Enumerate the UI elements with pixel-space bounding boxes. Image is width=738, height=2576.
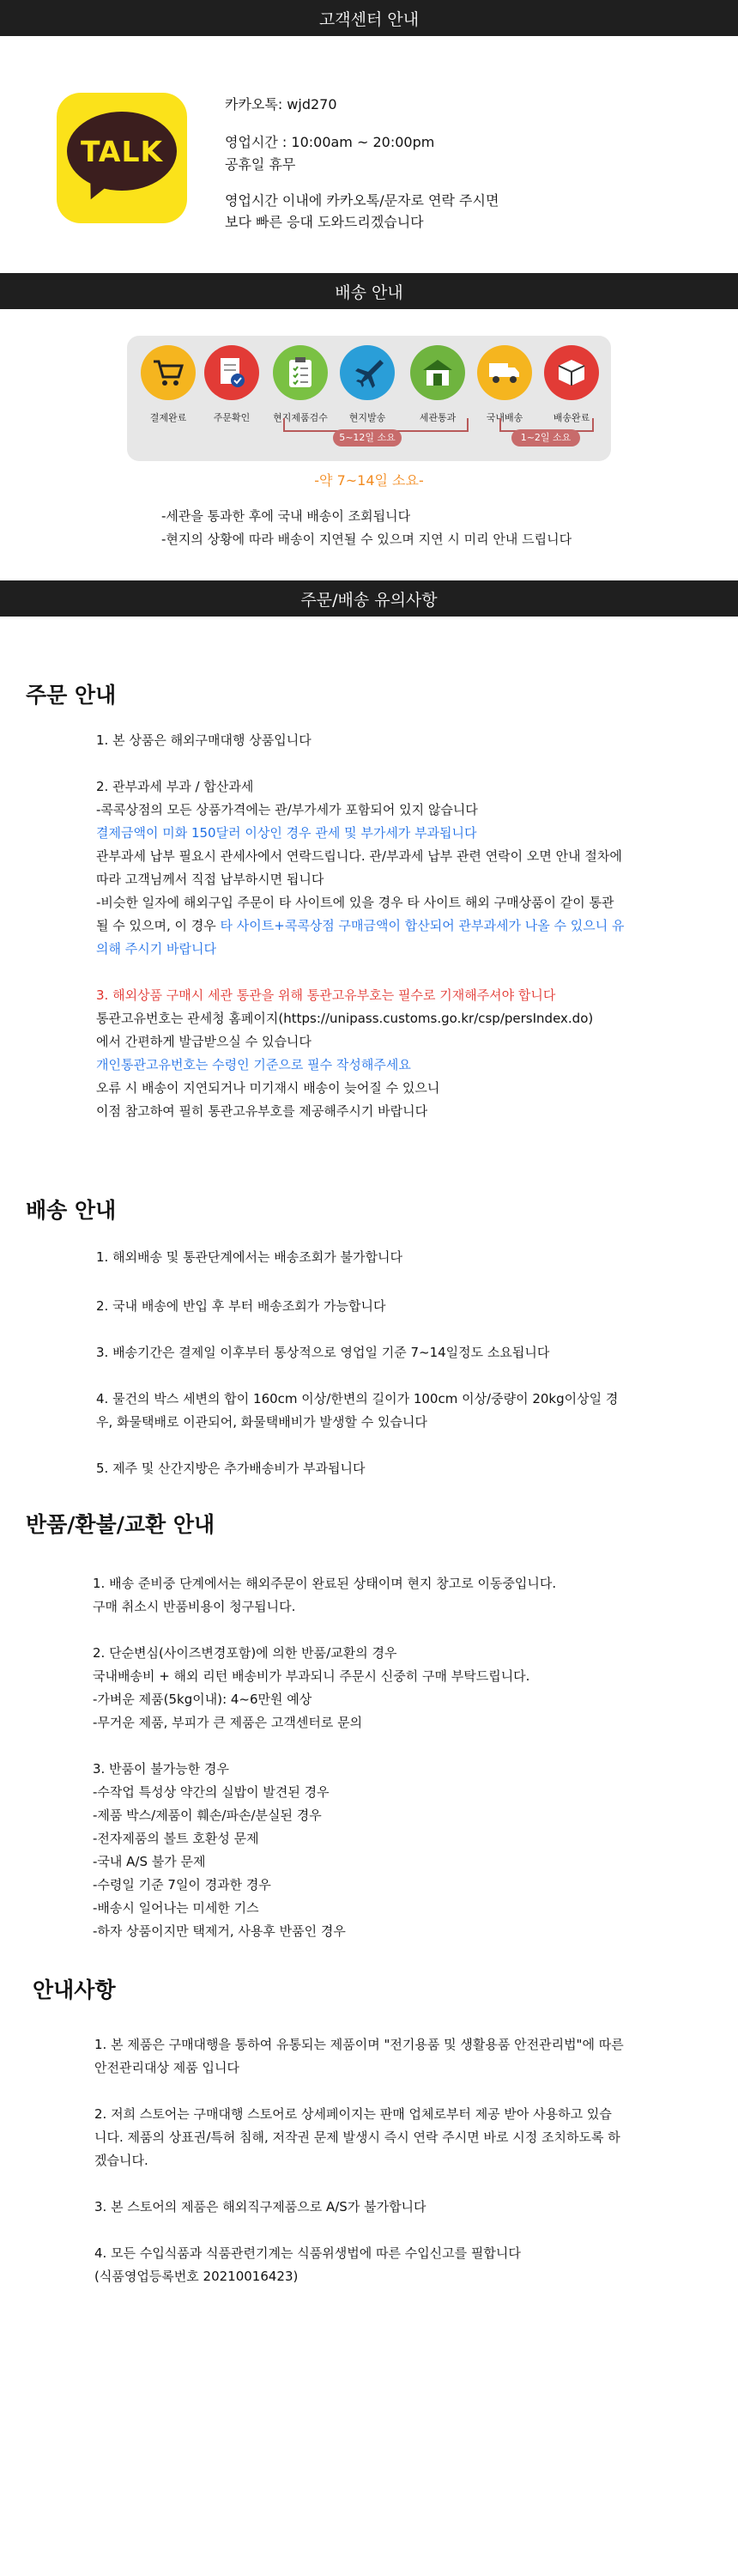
order-section-title: 주문 안내 (19, 680, 123, 708)
box-icon (544, 345, 599, 400)
shipping-header-title: 배송 안내 (335, 283, 403, 302)
step-customs (410, 345, 465, 424)
step-inspection (273, 345, 328, 424)
order-line-1: 1. 본 상품은 해외구매대행 상품입니다 (96, 732, 312, 748)
kakaotalk-logo-icon (57, 93, 187, 223)
order-line-10: 3. 해외상품 구매시 세관 통관을 위해 통관고유부호는 필수로 기재해주셔야 합니다 (96, 987, 556, 1003)
return-line-8: -수작업 특성상 약간의 실밥이 발견된 경우 (93, 1784, 330, 1800)
return-line-12: -수령일 기준 7일이 경과한 경우 (93, 1877, 271, 1893)
return-line-5: -가벼운 제품(5kg이내): 4~6만원 예상 (93, 1692, 312, 1707)
order-line-5: 관부과세 납부 필요시 관세사에서 연락드립니다. 관/부과세 납부 관련 연락이 오면 안내 절차에 (96, 848, 622, 864)
airplane-icon (340, 345, 395, 400)
order-line-7: -비슷한 일자에 해외구입 주문이 타 사이트에 있을 경우 타 사이트 해외 구매상품이 같이 통관 (96, 895, 614, 910)
clipboard-check-icon (273, 345, 328, 400)
shipping-header-bar (0, 273, 738, 309)
step-label: 주문확인 (213, 412, 251, 423)
delivery-section-title: 배송 안내 (19, 1195, 123, 1223)
caution-header-bar (0, 580, 738, 617)
notice-line-1: 1. 본 제품은 구매대행을 통하여 유통되는 제품이며 "전기용품 및 생활용품 안전관리법"에 따른 (94, 2037, 624, 2052)
return-line-14: -하자 상품이지만 택제거, 사용후 반품인 경우 (93, 1923, 346, 1939)
notice-line-2: 안전관리대상 제품 입니다 (94, 2060, 239, 2075)
return-line-6: -무거운 제품, 부피가 큰 제품은 고객센터로 문의 (93, 1715, 363, 1730)
return-line-2: 구매 취소시 반품비용이 청구됩니다. (93, 1599, 296, 1614)
notice-line-6: 3. 본 스토어의 제품은 해외직구제품으로 A/S가 불가합니다 (94, 2199, 426, 2215)
shipping-note-2: -현지의 상황에 따라 배송이 지연될 수 있으며 지연 시 미리 안내 드립니다 (161, 532, 572, 547)
truck-icon (477, 345, 532, 400)
shipping-note-1: -세관을 통과한 후에 국내 배송이 조회됩니다 (161, 508, 411, 524)
order-line-9: 의해 주시기 바랍니다 (96, 941, 216, 957)
cart-icon (141, 345, 196, 400)
customs-house-icon (410, 345, 465, 400)
return-line-10: -전자제품의 볼트 호환성 문제 (93, 1831, 259, 1846)
step-label: 배송완료 (553, 412, 590, 423)
return-line-13: -배송시 일어나는 미세한 기스 (93, 1900, 259, 1916)
order-line-3: -콕콕상점의 모든 상품가격에는 관/부가세가 포함되어 있지 않습니다 (96, 802, 478, 817)
return-line-4: 국내배송비 + 해외 리턴 배송비가 부과되니 주문시 신중히 구매 부탁드립니다. (93, 1668, 530, 1684)
cs-header-bar (0, 0, 738, 36)
domestic-duration-pill: 1~2일 소요 (511, 429, 580, 447)
notice-line-7: 4. 모든 수입식품과 식품관련기계는 식품위생법에 따른 수입신고를 필합니다 (94, 2245, 521, 2261)
notice-line-8: (식품영업등록번호 20210016423) (94, 2269, 299, 2284)
delivery-line-6: 5. 제주 및 산간지방은 추가배송비가 부과됩니다 (96, 1461, 366, 1476)
business-hours: 영업시간 : 10:00am ~ 20:00pm (225, 134, 435, 150)
return-line-9: -제품 박스/제품이 훼손/파손/분실된 경우 (93, 1807, 322, 1823)
step-local-shipping (340, 345, 395, 424)
step-label: 현지제품검수 (273, 412, 328, 423)
notice-line-3: 2. 저희 스토어는 구매대행 스토어로 상세페이지는 판매 업체로부터 제공 받아 사용하고 있습 (94, 2106, 612, 2122)
contact-note-1: 영업시간 이내에 카카오톡/문자로 연락 주시면 (225, 192, 499, 209)
order-line-15: 이점 참고하여 필히 통관고유부호를 제공해주시기 바랍니다 (96, 1103, 428, 1119)
step-payment (141, 345, 196, 424)
order-line-2: 2. 관부과세 부과 / 합산과세 (96, 779, 254, 794)
cs-header-title: 고객센터 안내 (318, 9, 420, 29)
order-line-8: 될 수 있으며, 이 경우 타 사이트+콕콕상점 구매금액이 합산되어 관부과세가 나올 수 있으니 유 (96, 918, 625, 933)
total-duration: -약 7~14일 소요- (314, 472, 424, 489)
notice-line-5: 겠습니다. (94, 2153, 148, 2168)
step-label: 세관통과 (419, 412, 457, 423)
return-line-7: 3. 반품이 불가능한 경우 (93, 1761, 230, 1777)
delivery-line-3: 3. 배송기간은 결제일 이후부터 통상적으로 영업일 기준 7~14일정도 소요됩니다 (96, 1345, 550, 1360)
delivery-line-2: 2. 국내 배송에 반입 후 부터 배송조회가 가능합니다 (96, 1298, 386, 1314)
order-line-12: 에서 간편하게 발급받으실 수 있습니다 (96, 1034, 312, 1049)
order-line-4: 결제금액이 미화 150달러 이상인 경우 관세 및 부가세가 부과됩니다 (96, 825, 477, 841)
return-line-11: -국내 A/S 불가 문제 (93, 1854, 206, 1869)
order-line-14: 오류 시 배송이 지연되거나 미기재시 배송이 늦어질 수 있으니 (96, 1080, 440, 1096)
step-label: 국내배송 (486, 412, 523, 423)
notice-line-4: 니다. 제품의 상표권/특허 침해, 저작권 문제 발생시 즉시 연락 주시면 바로 시정 조치하도록 하 (94, 2129, 620, 2145)
kakao-id: 카카오톡: wjd270 (225, 96, 337, 112)
caution-header-title: 주문/배송 유의사항 (300, 590, 438, 610)
step-domestic-shipping (477, 345, 532, 424)
step-label: 현지발송 (348, 412, 386, 423)
delivery-line-5: 우, 화물택배로 이관되어, 화물택배비가 발생할 수 있습니다 (96, 1414, 427, 1430)
order-line-6: 따라 고객님께서 직접 납부하시면 됩니다 (96, 872, 324, 887)
delivery-line-4: 4. 물건의 박스 세변의 합이 160cm 이상/한변의 길이가 100cm 이상/중량이 20kg이상일 경 (96, 1391, 619, 1406)
overseas-duration-pill: 5~12일 소요 (333, 429, 402, 447)
holiday-notice: 공휴일 휴무 (225, 156, 296, 173)
order-line-11: 통관고유번호는 관세청 홈페이지(https://unipass.customs.go.kr/csp/persIndex.do) (96, 1011, 594, 1026)
notice-section-title: 안내사항 (26, 1975, 123, 2002)
order-line-13: 개인통관고유번호는 수령인 기준으로 필수 작성해주세요 (96, 1057, 411, 1072)
contact-note-2: 보다 빠른 응대 도와드리겠습니다 (225, 214, 424, 230)
step-order-check (204, 345, 259, 424)
return-line-3: 2. 단순변심(사이즈변경포함)에 의한 반품/교환의 경우 (93, 1645, 397, 1661)
step-delivered (544, 345, 599, 424)
kakaotalk-logo-text: TALK (67, 112, 177, 191)
order-check-icon (204, 345, 259, 400)
return-line-1: 1. 배송 준비중 단계에서는 해외주문이 완료된 상태이며 현지 창고로 이동중입니다. (93, 1576, 557, 1591)
delivery-line-1: 1. 해외배송 및 통관단계에서는 배송조회가 불가합니다 (96, 1249, 402, 1265)
return-section-title: 반품/환불/교환 안내 (19, 1510, 221, 1537)
step-label: 결제완료 (149, 412, 187, 423)
